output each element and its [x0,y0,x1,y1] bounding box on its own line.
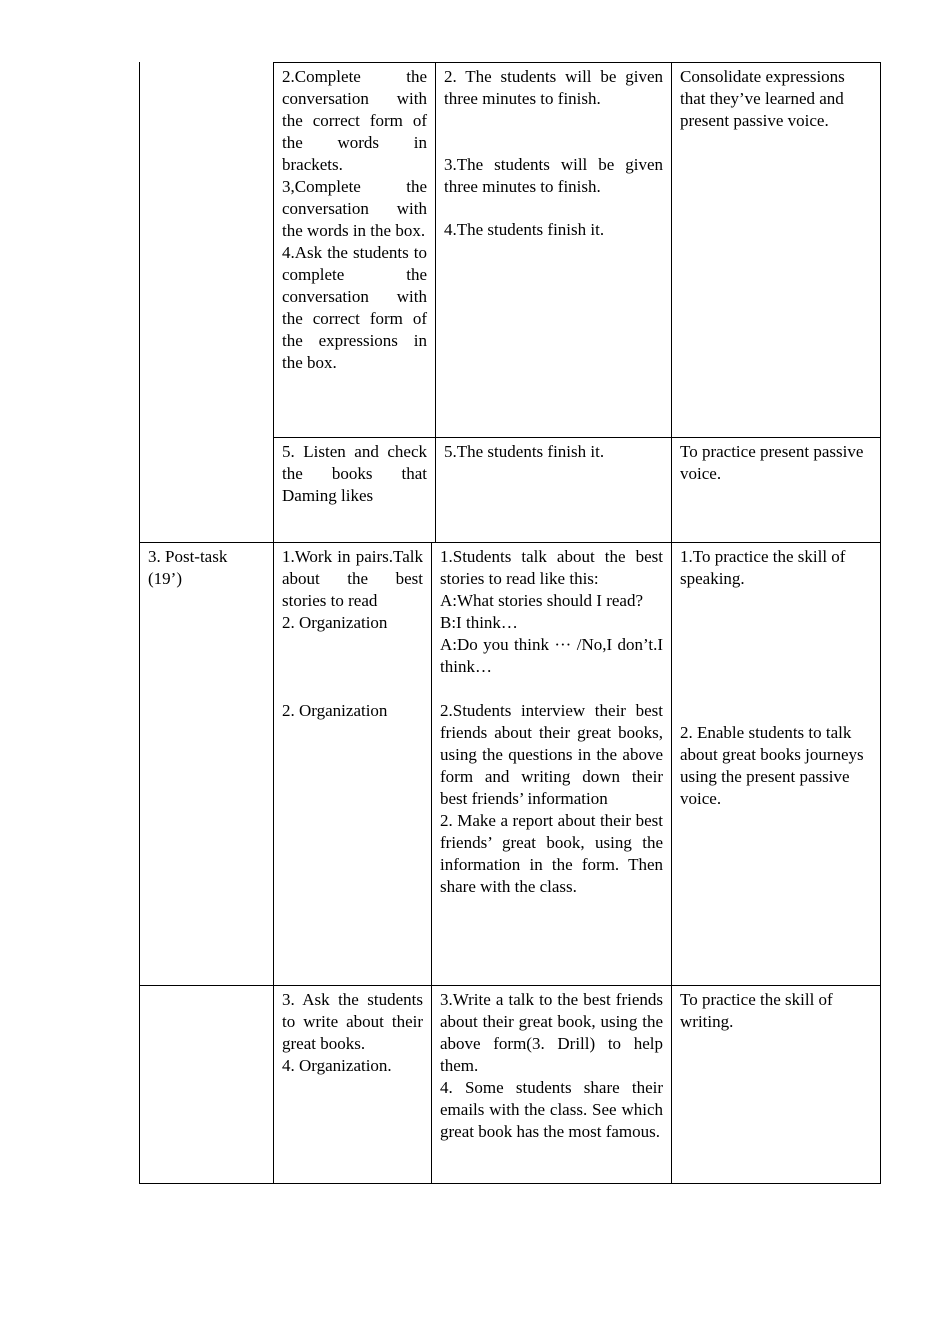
row4-purpose-text: To practice the skill of writing. [680,990,833,1031]
row1-students-step3: 3.The students will be given three minutes to finish. [444,155,663,196]
row2-teacher-cell [274,438,435,507]
row4-teacher-step4: 4. Organization. [282,1056,392,1075]
row3-purpose-speaking: 1.To practice the skill of speaking. [680,547,846,588]
row2-teacher-step5: 5. Listen and check the books that Daming likes [282,442,427,505]
row1-purpose-text: Consolidate expressions that they’ve learned and present passive voice. [680,67,845,130]
row4-purpose-cell [672,986,880,1033]
row4-teacher-cell [274,986,431,1077]
table-border-left [139,62,140,1184]
row3-dialog-b1: B:I think… [440,613,518,632]
row3-students-step2: 2.Students interview their best friends about their great books, using the questions in the above form and writing down their best friends’ information [440,701,663,808]
row2-students-cell [436,438,671,463]
row3-stage-label: 3. Post-task (19’) [148,547,228,588]
row1-students-step4: 4.The students finish it. [444,220,605,239]
table-border-right [880,62,881,1184]
row3-dialog-a2: A:Do you think ··· /No,I don’t.I think… [440,635,663,676]
row2-students-step5: 5.The students finish it. [444,442,605,461]
row3-stage-cell [140,543,273,590]
row1-teacher-cell [274,63,435,374]
row1-teacher-step4: 4.Ask the students to complete the conversation with the correct form of the expressions in the box. [282,243,427,372]
row4-students-cell [432,986,671,1143]
row3-students-step1: 1.Students talk about the best stories to read like this: [440,547,663,588]
row4-teacher-step3: 3. Ask the students to write about their great books. [282,990,423,1053]
row3-teacher-step2b: 2. Organization [282,701,388,720]
row1-purpose-cell [672,63,880,132]
row3-purpose-cell [672,543,880,810]
row2-purpose-text: To practice present passive voice. [680,442,864,483]
row4-students-step4: 4. Some students share their emails with the class. See which great book has the most famous. [440,1078,663,1141]
row1-students-cell [436,63,671,241]
row3-students-cell [432,543,671,898]
row1-teacher-step2: 2.Complete the conversation with the correct form of the words in brackets. [282,67,427,174]
row1-students-step2: 2. The students will be given three minutes to finish. [444,67,663,108]
row3-teacher-step1: 1.Work in pairs.Talk about the best stories to read [282,547,423,610]
row3-teacher-cell [274,543,431,722]
row4-students-step3: 3.Write a talk to the best friends about their great book, using the above form(3. Drill) to help them. [440,990,663,1075]
row2-purpose-cell [672,438,880,485]
table-border-bottom [139,1183,881,1184]
row1-teacher-step3: 3,Complete the conversation with the words in the box. [282,177,427,240]
row3-purpose-enable: 2. Enable students to talk about great books journeys using the present passive voice. [680,723,864,808]
row3-teacher-step2a: 2. Organization [282,613,388,632]
row3-dialog-a1: A:What stories should I read? [440,591,643,610]
row3-students-report: 2. Make a report about their best friends’ great book, using the information in the form. Then share with the class. [440,811,663,896]
